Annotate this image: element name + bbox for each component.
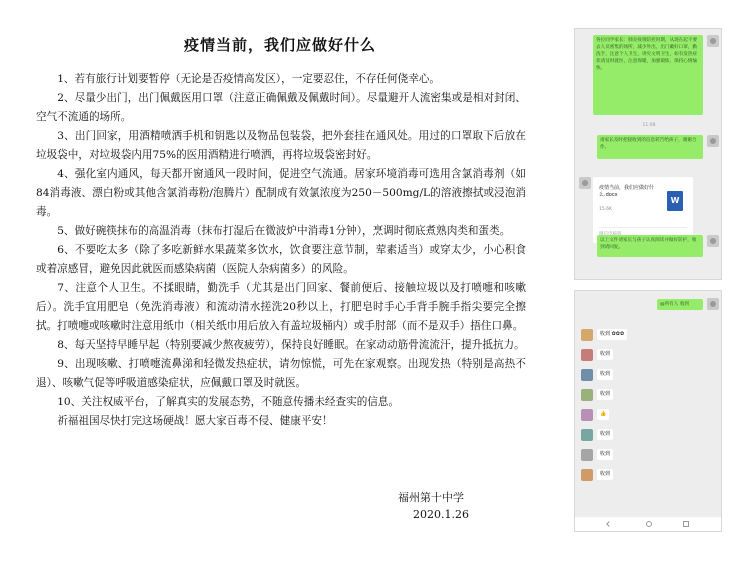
- recent-apps-icon[interactable]: [683, 521, 689, 527]
- document-body: [36, 70, 526, 431]
- paragraph-5: 5、做好碗筷抹布的高温消毒（抹布打湿后在微波炉中消毒1分钟），烹调时彻底煮熟肉类和蛋类。: [57, 225, 511, 237]
- member-avatar[interactable]: [581, 449, 593, 461]
- file-attachment-card[interactable]: [593, 177, 693, 243]
- sender-avatar[interactable]: [707, 298, 719, 310]
- reply-bubble: 收到 ✿✿✿: [597, 329, 627, 340]
- closing-blessing: 祈福祖国尽快打完这场硬战！愿大家百毒不侵、健康平安！: [57, 415, 333, 427]
- divider: [599, 227, 687, 228]
- paragraph-2: 2、尽量少出门，出门佩戴医用口罩（注意正确佩戴及佩戴时间）。尽量避开人流密集或是相对封闭、空气不流通的场所。: [36, 92, 526, 123]
- chat-screenshot-2: [574, 290, 722, 532]
- school-signature: 福州第十中学: [398, 491, 464, 504]
- paragraph-3: 3、出门回家，用酒精喷洒手机和钥匙以及物品包装袋，把外套挂在通风处。用过的口罩取下后放在垃圾袋中，对垃圾袋内用75%的医用酒精进行喷洒，再将垃圾袋密封好。: [36, 130, 526, 161]
- chat-screenshot-1: [574, 28, 722, 280]
- list-item[interactable]: [581, 407, 711, 423]
- paragraph-10: 10、关注权威平台，了解真实的发展态势，不随意传播未经查实的信息。: [57, 396, 400, 408]
- chat-bubble-instruction[interactable]: 以上文件请家长与孩子认真阅读并做好防护，收到请回复。: [597, 235, 703, 257]
- list-item[interactable]: [581, 347, 711, 363]
- list-item[interactable]: [581, 447, 711, 463]
- chat-bubble-at-all[interactable]: @所有人 收到: [657, 299, 703, 310]
- member-avatar[interactable]: [581, 369, 593, 381]
- paragraph-1: 1、若有旅行计划要暂停（无论是否疫情高发区），一定要忍住，不存任何侥幸心。: [57, 73, 440, 85]
- reply-bubble: 收到: [597, 369, 613, 380]
- member-avatar[interactable]: [581, 429, 593, 441]
- list-item[interactable]: [581, 327, 711, 343]
- paragraph-8: 8、每天坚持早睡早起（特别要减少熬夜疲劳），保持良好睡眠。在家动动筋骨流流汗，提升抵抗力。: [57, 339, 525, 351]
- sender-avatar[interactable]: [707, 235, 719, 247]
- list-item[interactable]: [581, 387, 711, 403]
- reply-bubble: 收到: [597, 349, 613, 360]
- phone-nav-bar: [575, 517, 722, 531]
- reply-bubble: 收到: [597, 429, 613, 440]
- chat-timestamp: 11:08: [642, 123, 656, 128]
- member-avatar[interactable]: [581, 469, 593, 481]
- list-item[interactable]: [581, 427, 711, 443]
- list-item[interactable]: [581, 467, 711, 483]
- reply-bubble: 👍: [597, 409, 609, 420]
- file-size: 15.6K: [599, 207, 612, 212]
- sender-avatar[interactable]: [579, 177, 591, 189]
- list-item[interactable]: [581, 367, 711, 383]
- reply-bubble: 收到: [597, 389, 613, 400]
- member-avatar[interactable]: [581, 389, 593, 401]
- paragraph-9: 9、出现咳嗽、打喷嚏流鼻涕和轻微发热症状，请勿惊慌，可先在家观察。出现发热（特别是高热不退）、咳嗽气促等呼吸道感染症状，应佩戴口罩及时就医。: [36, 358, 526, 389]
- back-icon[interactable]: [606, 521, 612, 527]
- paragraph-4: 4、强化室内通风，每天都开窗通风一段时间，促进空气流通。居家环境消毒可选用含氯消毒剂（如84消毒液、漂白粉或其他含氯消毒粉/泡腾片）配制成有效氯浓度为250－500mg/L的溶液擦拭或浸泡消毒。: [36, 168, 526, 218]
- chat-bubble-reminder[interactable]: 请家长及时把接收到的信息转告给孩子，谢谢合作。: [597, 135, 703, 159]
- member-avatar[interactable]: [581, 329, 593, 341]
- file-name: 疫情当前，我们应做好什么.docx: [599, 185, 655, 198]
- home-icon[interactable]: [646, 521, 652, 527]
- sender-avatar[interactable]: [707, 135, 719, 147]
- reply-bubble: 收到: [597, 449, 613, 460]
- paragraph-7: 7、注意个人卫生。不揉眼睛，勤洗手（尤其是出门回家、餐前便后、接触垃圾以及打喷嚏和咳嗽后）。洗手宜用肥皂（免洗消毒液）和流动清水搓洗20秒以上，打肥皂时手心手背手腕手指尖要完全擦拭。打喷嚏或咳嗽时注意用纸巾（相关纸巾用后放入有盖垃圾桶内）或手肘部（而不是双手）捂住口鼻。: [36, 282, 526, 332]
- document-date: 2020.1.26: [413, 508, 469, 521]
- member-avatar[interactable]: [581, 349, 593, 361]
- member-avatar[interactable]: [581, 409, 593, 421]
- paragraph-6: 6、不要吃太多（除了多吃新鲜水果蔬菜多饮水，饮食要注意节制，荤素适当）或穿太少，小心积食或着凉感冒，避免因此就医而感染病菌（医院人杂病菌多）的风险。: [36, 244, 526, 275]
- sender-avatar[interactable]: [707, 35, 719, 47]
- document-title: 疫情当前，我们应做好什么: [183, 36, 376, 54]
- notice-document: [30, 28, 530, 528]
- reply-bubble: 收到: [597, 469, 613, 480]
- word-file-icon: W: [667, 191, 683, 211]
- chat-bubble-notice[interactable]: 各位同学家长：肺炎疫情防控时期，从现在起不要去人员密集的场所，减少外出，出门戴好口罩，勤洗手，注意个人卫生，讲究文明卫生，如有发热症状请及时就医，注意保暖，加强锻炼，保持心情愉快。: [593, 35, 703, 115]
